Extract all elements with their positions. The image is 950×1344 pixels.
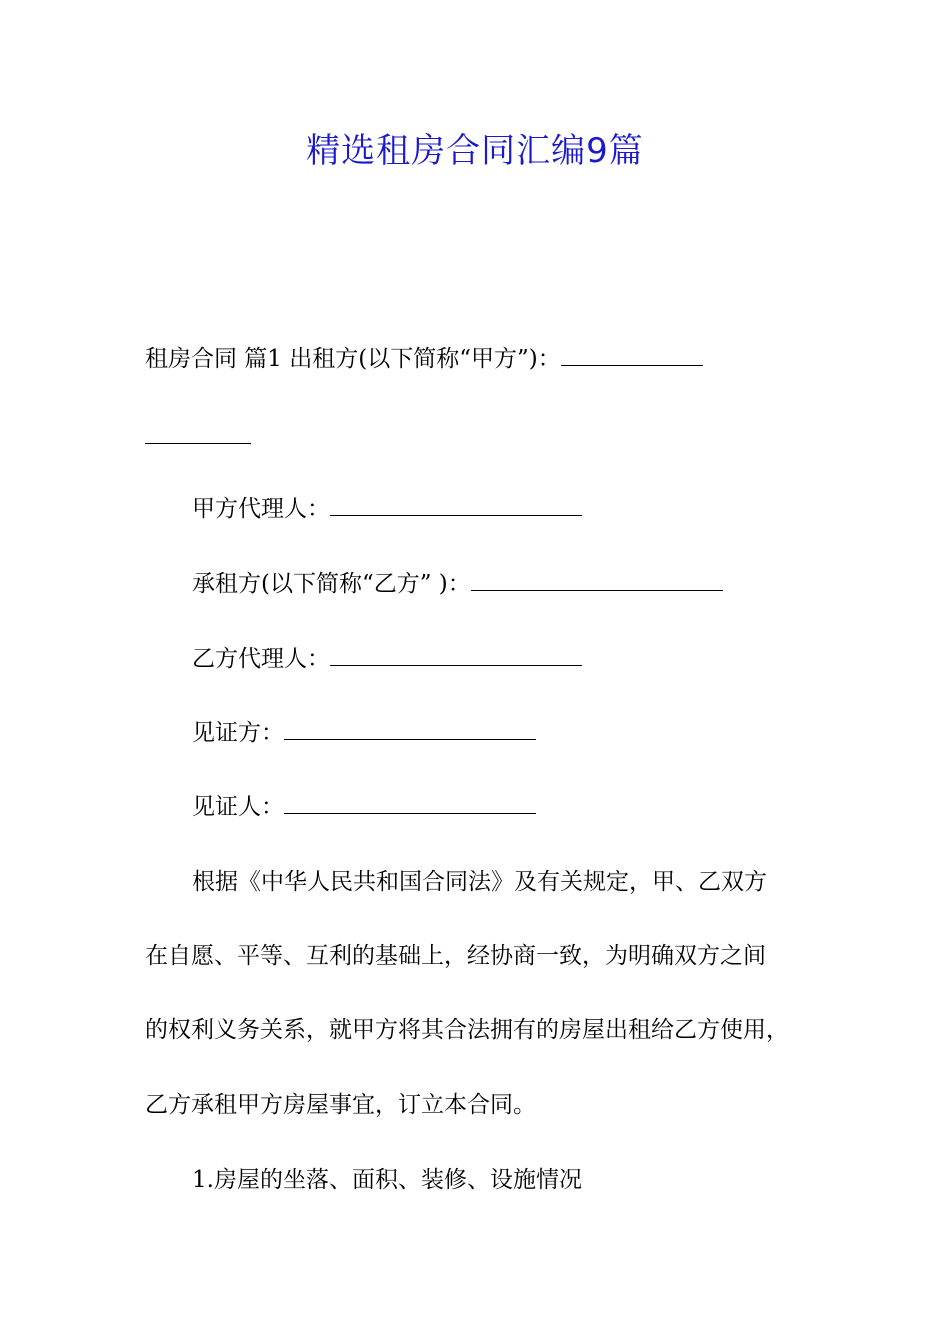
witness-person-blank (284, 791, 536, 814)
witness-person-line (192, 790, 536, 824)
lessor-blank (561, 343, 703, 366)
lessor-blank-continued (145, 420, 251, 454)
body-paragraph-line-1: 根据《中华人民共和国合同法》及有关规定，甲、乙双方 (192, 869, 767, 895)
body-paragraph-line-4: 乙方承租甲方房屋事宜，订立本合同。 (145, 1092, 536, 1118)
lessee-blank (471, 568, 723, 591)
lessor-agent-line (192, 492, 582, 526)
document-title: 精选租房合同汇编9篇 (306, 131, 644, 171)
witness-party-line (192, 716, 536, 750)
lessor-line (145, 342, 703, 376)
witness-party-blank (284, 717, 536, 740)
lessee-label: 承租方(以下简称“乙方” )： (192, 571, 471, 597)
lessor-agent-blank (330, 493, 582, 516)
lessor-agent-label: 甲方代理人： (192, 496, 330, 522)
lessor-label: 租房合同 篇1 出租方(以下简称“甲方”)： (145, 346, 561, 372)
section-heading-1: 1.房屋的坐落、面积、装修、设施情况 (192, 1167, 582, 1193)
lessor-blank-2 (145, 421, 251, 444)
lessee-line (192, 567, 723, 601)
witness-party-label: 见证方： (192, 720, 284, 746)
lessee-agent-blank (330, 643, 582, 666)
witness-person-label: 见证人： (192, 794, 284, 820)
lessee-agent-label: 乙方代理人： (192, 646, 330, 672)
lessee-agent-line (192, 642, 582, 676)
body-paragraph-line-2: 在自愿、平等、互利的基础上，经协商一致，为明确双方之间 (145, 943, 766, 969)
body-paragraph-line-3: 的权利义务关系，就甲方将其合法拥有的房屋出租给乙方使用， (145, 1017, 789, 1043)
